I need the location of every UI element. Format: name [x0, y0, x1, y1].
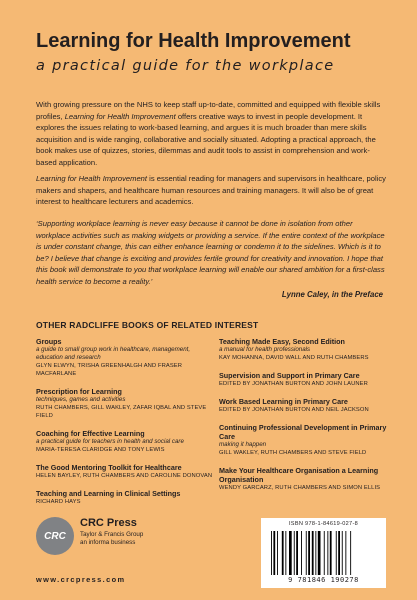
related-book [219, 423, 399, 457]
related-book-title: The Good Mentoring Toolkit for Healthcare [36, 463, 182, 472]
publisher-website: www.crcpress.com [36, 575, 126, 584]
barcode-bar [294, 531, 295, 575]
barcode-bar [327, 531, 328, 575]
related-book [36, 463, 216, 480]
related-book-authors: EDITED BY JONATHAN BURTON AND NEIL JACKSON [219, 407, 369, 413]
related-book-authors: EDITED BY JONATHAN BURTON AND JOHN LAUNER [219, 381, 368, 387]
book-title: Learning for Health Improvement [36, 30, 351, 52]
related-books-heading: OTHER RADCLIFFE BOOKS OF RELATED INTEREST [36, 320, 259, 330]
related-book-subtitle: techniques, games and activities [36, 396, 126, 403]
book-subtitle: a practical guide for the workplace [36, 58, 335, 74]
related-book [36, 429, 216, 454]
related-book-title: Coaching for Effective Learning [36, 429, 145, 438]
barcode-bar [277, 531, 278, 575]
barcode-bar [285, 531, 286, 575]
related-book-title: Supervision and Support in Primary Care [219, 371, 360, 380]
related-book-authors: GILL WAKLEY, RUTH CHAMBERS AND STEVE FIELD [219, 450, 367, 456]
related-book-authors: RICHARD HAYS [36, 499, 81, 505]
crc-logo-icon: CRC [36, 517, 74, 555]
barcode-bar [324, 531, 325, 575]
related-book-title: Groups [36, 337, 62, 346]
publisher-name: CRC Press [80, 517, 137, 529]
description-paragraph-2 [36, 173, 390, 208]
related-book [36, 387, 216, 420]
barcode-bar [308, 531, 310, 575]
related-book-title: Work Based Learning in Primary Care [219, 397, 348, 406]
barcode-bar [330, 531, 332, 575]
barcode-bar [315, 531, 316, 575]
related-book [219, 371, 399, 388]
related-book-authors: HELEN BAYLEY, RUTH CHAMBERS AND CAROLINE DONOVAN [36, 473, 213, 479]
related-book-subtitle: a guide to small group work in healthcare, management, education and research [36, 346, 191, 361]
related-book [36, 337, 216, 378]
related-book-authors: KAY MOHANNA, DAVID WALL AND RUTH CHAMBERS [219, 355, 369, 361]
barcode-bar [271, 531, 272, 575]
p1-text-a: With growing pressure on the NHS to keep staff up-to-date, committed and equipped with flexible skills profiles, [36, 100, 381, 121]
preface-quote: ‘Supporting workplace learning is never easy because it cannot be done in isolation from other workplace activities such as making widgets or providing a service. If the entire context of the workplace is under constant change, this can either enhance learning or condemn it to the sidelines. Which is it to be? I believe that change is exciting and provides fertile ground for creativity and innovation. I hope that this book will demonstrate to you that workplace learning will enable our shared ambition for a first-class health service to become a reality.’ [36, 219, 385, 286]
related-book [219, 337, 399, 362]
related-books-left-column [36, 337, 216, 515]
description-paragraph-1 [36, 99, 390, 169]
related-book-authors: WENDY GARCARZ, RUTH CHAMBERS AND SIMON ELLIS [219, 485, 381, 491]
barcode-bar [312, 531, 314, 575]
publisher-logo [36, 517, 186, 567]
isbn-label: ISBN 978-1-84619-027-8 [288, 521, 359, 527]
barcode-bar [282, 531, 284, 575]
related-book-title: Teaching and Learning in Clinical Settings [36, 489, 181, 498]
barcode-bar [273, 531, 275, 575]
related-book [36, 489, 216, 506]
barcode-bar [306, 531, 307, 575]
barcode-bar [350, 531, 351, 575]
isbn-barcode-block [261, 518, 386, 588]
related-book-authors: RUTH CHAMBERS, GILL WAKLEY, ZAFAR IQBAL AND STEVE FIELD [36, 405, 207, 419]
related-book-subtitle: making it happen [219, 441, 267, 448]
related-books-right-column [219, 337, 399, 501]
related-book-title: Prescription for Learning [36, 387, 122, 396]
barcode-icon [271, 531, 376, 575]
publisher-group [80, 531, 143, 547]
related-book [219, 397, 399, 414]
barcode-bar [301, 531, 302, 575]
related-book-authors: GLYN ELWYN, TRISHA GREENHALGH AND FRASER MACFARLANE [36, 363, 183, 377]
publisher-group-line-2: an informa business [80, 539, 136, 546]
barcode-bar [336, 531, 337, 575]
barcode-bar [318, 531, 321, 575]
p1-book-title: Learning for Health Improvement [64, 111, 176, 121]
related-book-subtitle: a manual for health professionals [219, 346, 311, 353]
barcode-number: 9 781846 190278 [288, 576, 359, 584]
related-book-subtitle: a practical guide for teachers in health and social care [36, 438, 184, 445]
publisher-group-line-1: Taylor & Francis Group [80, 531, 144, 538]
barcode-bar [338, 531, 340, 575]
quote-attribution: Lynne Caley, in the Preface [281, 290, 383, 299]
p2-book-title: Learning for Health Improvement [36, 174, 148, 183]
barcode-bar [342, 531, 343, 575]
related-book-authors: MARIA-TERESA CLARIDGE AND TONY LEWIS [36, 447, 165, 453]
related-book [219, 466, 399, 492]
p1-text-b: offers creative ways to invest in people development. It explores the issues relating to work-based learning, and argues it is much broader than mere skills acquisition and is wide ranging, collaborative and socially situated. Adopting a practical approach, the book makes use of quizzes, stories, dilemmas and audit tools to assist in comprehension and work-based application. [36, 111, 376, 167]
barcode-bar [289, 531, 292, 575]
related-book-title: Teaching Made Easy, Second Edition [219, 337, 345, 346]
barcode-bar [345, 531, 346, 575]
p2-text-b: is essential reading for managers and supervisors in healthcare, policy makers and shapers, and healthcare human resources and training managers. It will also be of great interest to healthcare lecturers and academics. [36, 174, 386, 207]
related-book-title: Continuing Professional Development in Primary Care [219, 423, 387, 441]
related-book-title: Make Your Healthcare Organisation a Learning Organisation [219, 466, 379, 484]
barcode-bar [296, 531, 298, 575]
